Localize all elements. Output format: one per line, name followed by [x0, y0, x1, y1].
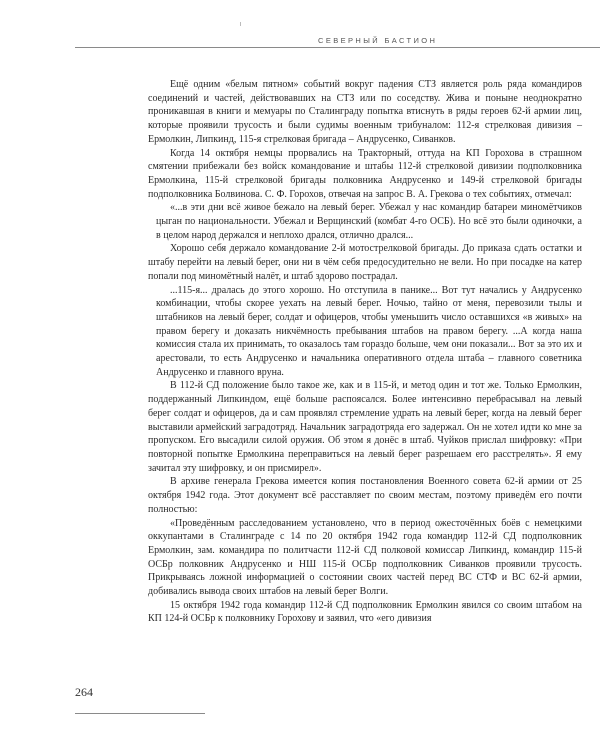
- header-rule: [75, 47, 600, 48]
- paragraph: В 112-й СД положение было такое же, как и в 115-й, и метод один и тот же. Только Ермолкин, поддержанный Липкиндом, ещё больше распоясался. Более интенсивно перебрасывал на левый берег солдат и офицеров, да и сам проявлял стремление удрать на левый берег, когда на левый берег выставили армейский заградотряд. Начальник заградотряда его задержал. Он не хотел идти ко мне за пропуском. Его высадили силой оружия. Об этом я донёс в штаб. Чуйков прислал шифровку: «При повторной попытке Ермолкина переправиться на левый берег разрешаем его расстрелять». Я ему зачитал эту шифровку, и он присмирел».: [148, 380, 582, 474]
- quote-paragraph: «...в эти дни всё живое бежало на левый берег. Убежал у нас командир батареи миномётчиков цыган по национальности. Убежал и Верщинский (комбат 4-го ОСБ). Но всё это были одиночки, а в целом народ держался и неплохо дрался, отлично дрался...: [156, 202, 582, 241]
- paragraph: Ещё одним «белым пятном» событий вокруг падения СТЗ является роль ряда командиров соединений и частей, действовавших на СТЗ или по соседству. Жива и поныне неоднократно проникавшая в книги и мемуары по Сталинграду попытка втиснуть в ряды героев 62-й армии лиц, которые проявили трусость и были судимы военным трибуналом: 112-я стрелковая дивизия – Ермолкин, Липкинд, 115-я стрелковая бригада – Андрусенко, Сиванков.: [148, 79, 582, 145]
- body-text: [148, 78, 582, 626]
- quote-paragraph: ...115-я... дралась до этого хорошо. Но отступила в панике... Вот тут начались у Андрусенко комбинации, чтобы скорее уехать на левый берег. Ночью, тайно от меня, перевозили тылы и штабников на левый берег, солдат и офицеров, чтобы уменьшить число оставшихся «в живых» на правом берегу и доказать никчёмность пребывания штабов на правом берегу. ...А когда наша комиссия стала их принимать, то оказалось там гораздо больше, чем они показали... Вот за это их и арестовали, то есть Андрусенко и начальника оперативного отдела штаба – главного советника Андрусенко и главного вруна.: [156, 284, 582, 378]
- paragraph: 15 октября 1942 года командир 112-й СД подполковник Ермолкин явился со своим штабом на КП 124-й ОСБр к полковнику Горохову и заявил, что «его дивизия: [148, 599, 582, 625]
- footer-rule: [75, 713, 205, 714]
- paragraph: «Проведённым расследованием установлено, что в период ожесточённых боёв с немецкими оккупантами в Сталинграде с 14 по 20 октября 1942 года командир 112-й СД подполковник Ермолкин, зам. командира по политчасти 112-й СД полковой комиссар Липкинд, командир 115-й ОСБр полковник Андрусенко и НШ 115-й ОСБр подполковник Сиванков проявили трусость. Прикрываясь ложной информацией о состоянии своих частей перед ВС СТФ и ВС 62-й армии, добивались вывода своих штабов на левый берег Волги.: [148, 517, 582, 598]
- paragraph: Хорошо себя держало командование 2-й мотострелковой бригады. До приказа сдать остатки и штабу перейти на левый берег, они ни в чём себя предосудительно не вели. Но при посадке на катер попали под миномётный налёт, и штаб здорово пострадал.: [148, 243, 582, 282]
- paragraph: Когда 14 октября немцы прорвались на Тракторный, оттуда на КП Горохова в страшном смятении прибежали без войск командование и штабы 112-й стрелковой дивизии подполковника Ермолкина, 115-й стрелковой бригады полковника Андрусенко и 149-й стрелковой бригады подполковника Болвинова. С. Ф. Горохов, отвечая на запрос В. А. Грекова о тех событиях, отмечал:: [148, 147, 582, 200]
- crop-mark: [240, 22, 241, 26]
- paragraph: В архиве генерала Грекова имеется копия постановления Военного совета 62-й армии от 25 октября 1942 года. Этот документ всё расставляет по своим местам, поэтому приведём его почти полностью:: [148, 476, 582, 515]
- page-number: 264: [75, 685, 93, 699]
- running-head: СЕВЕРНЫЙ БАСТИОН: [318, 36, 438, 45]
